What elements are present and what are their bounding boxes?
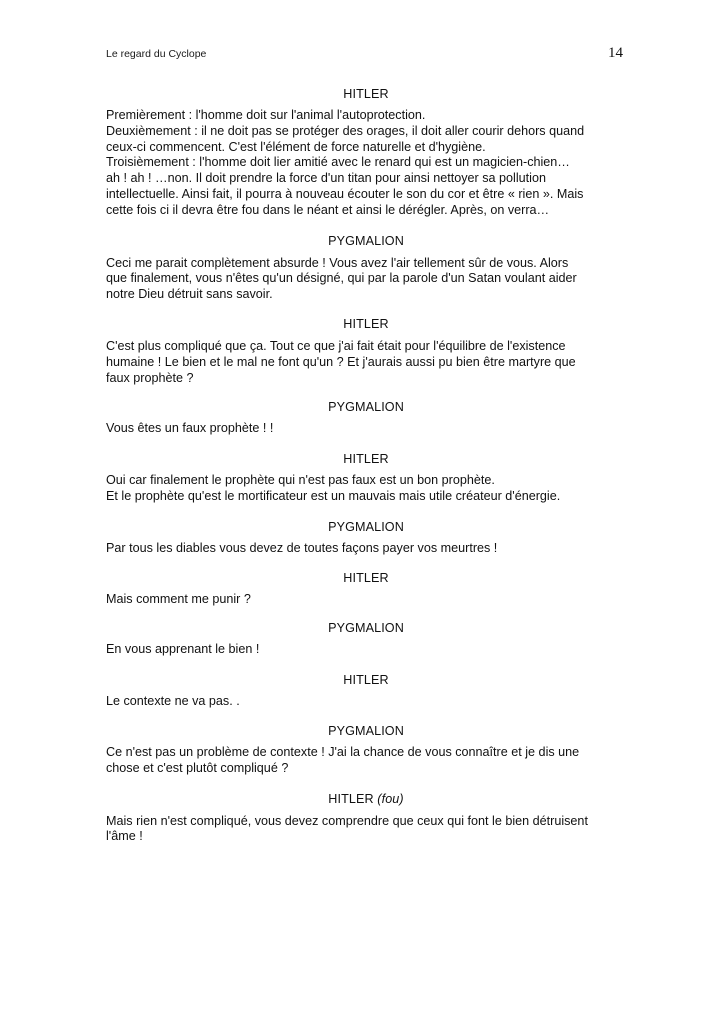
speaker-name	[106, 86, 626, 102]
speaker-label: PYGMALION	[328, 519, 404, 534]
speech-line: ah ! ah ! …non. Il doit prendre la force d'un titan pour ainsi nettoyer sa pollution	[106, 171, 546, 186]
speech-text	[106, 745, 626, 777]
speech-text	[106, 108, 626, 219]
speaker-name	[106, 570, 626, 586]
speaker-label: PYGMALION	[328, 233, 404, 248]
dialogue-block	[106, 316, 626, 386]
speech-line: Ceci me parait complètement absurde ! Vous avez l'air tellement sûr de vous. Alors	[106, 255, 569, 270]
speaker-name	[106, 233, 626, 249]
speaker-name	[106, 791, 626, 807]
speech-line: humaine ! Le bien et le mal ne font qu'un ? Et j'aurais aussi pu bien être martyre que	[106, 354, 576, 369]
speaker-label: HITLER	[343, 570, 389, 585]
speech-line: Ce n'est pas un problème de contexte ! J'ai la chance de vous connaître et je dis une	[106, 744, 580, 759]
speaker-name	[106, 723, 626, 739]
speech-line: Mais comment me punir ?	[106, 591, 251, 606]
speech-line: Oui car finalement le prophète qui n'est pas faux est un bon prophète.	[106, 473, 495, 488]
dialogue-block	[106, 451, 626, 505]
speech-line: Deuxièmement : il ne doit pas se protéger des orages, il doit aller courir dehors quand	[106, 123, 585, 138]
page-number: 14	[608, 45, 623, 61]
dialogue-block	[106, 672, 626, 710]
speech-line: notre Dieu détruit sans savoir.	[106, 287, 273, 302]
speech-line: Le contexte ne va pas. .	[106, 694, 240, 709]
speaker-name	[106, 519, 626, 535]
speaker-label: HITLER	[343, 673, 389, 688]
speaker-label: PYGMALION	[328, 621, 404, 636]
speech-line: Par tous les diables vous devez de toutes façons payer vos meurtres !	[106, 540, 498, 555]
speech-text	[106, 814, 626, 846]
speaker-label: HITLER	[343, 452, 389, 467]
dialogue-block	[106, 570, 626, 608]
speech-line: En vous apprenant le bien !	[106, 642, 260, 657]
speech-text	[106, 592, 626, 608]
speech-text	[106, 642, 626, 658]
speech-text	[106, 541, 626, 557]
dialogue-body	[106, 86, 626, 845]
speaker-label: PYGMALION	[328, 723, 404, 738]
dialogue-block	[106, 723, 626, 777]
speech-line: ceux-ci commencent. C'est l'élément de force naturelle et d'hygiène.	[106, 139, 486, 154]
speaker-label: PYGMALION	[328, 400, 404, 415]
dialogue-block	[106, 86, 626, 219]
dialogue-block	[106, 791, 626, 846]
dialogue-block	[106, 620, 626, 658]
speech-line: cette fois ci il devra être fou dans le néant et ainsi le dérégler. Après, on verra…	[106, 202, 550, 217]
dialogue-block	[106, 399, 626, 437]
speech-line: C'est plus compliqué que ça. Tout ce que j'ai fait était pour l'équilibre de l'existence	[106, 338, 566, 353]
speaker-name	[106, 620, 626, 636]
page-header	[106, 45, 623, 67]
speaker-label: HITLER	[343, 316, 389, 331]
speaker-label: HITLER	[328, 791, 374, 806]
speech-text	[106, 694, 626, 710]
dialogue-block	[106, 519, 626, 557]
speech-text	[106, 339, 626, 386]
speech-line: Vous êtes un faux prophète ! !	[106, 421, 274, 436]
speaker-name	[106, 672, 626, 688]
speech-line: que finalement, vous n'êtes qu'un désigné, qui par la parole d'un Satan voulant aider	[106, 271, 577, 286]
speech-line: faux prophète ?	[106, 370, 194, 385]
speech-text	[106, 421, 626, 437]
speech-text	[106, 473, 626, 505]
stage-direction: (fou)	[377, 791, 404, 806]
running-title: Le regard du Cyclope	[106, 48, 207, 60]
speech-line: l'âme !	[106, 829, 143, 844]
speech-line: Et le prophète qu'est le mortificateur est un mauvais mais utile créateur d'énergie.	[106, 488, 561, 503]
speech-line: Premièrement : l'homme doit sur l'animal l'autoprotection.	[106, 108, 426, 122]
speech-line: intellectuelle. Ainsi fait, il pourra à nouveau écouter le son du cor et être « rien ». Mais	[106, 186, 584, 201]
speaker-label: HITLER	[343, 87, 389, 101]
speech-text	[106, 256, 626, 303]
speech-line: Troisièmement : l'homme doit lier amitié avec le renard qui est un magicien-chien…	[106, 155, 570, 170]
speech-line: chose et c'est plutôt compliqué ?	[106, 760, 289, 775]
speaker-name	[106, 451, 626, 467]
speaker-name	[106, 399, 626, 415]
speech-line: Mais rien n'est compliqué, vous devez comprendre que ceux qui font le bien détruisent	[106, 813, 588, 828]
speaker-name	[106, 316, 626, 332]
dialogue-block	[106, 233, 626, 303]
